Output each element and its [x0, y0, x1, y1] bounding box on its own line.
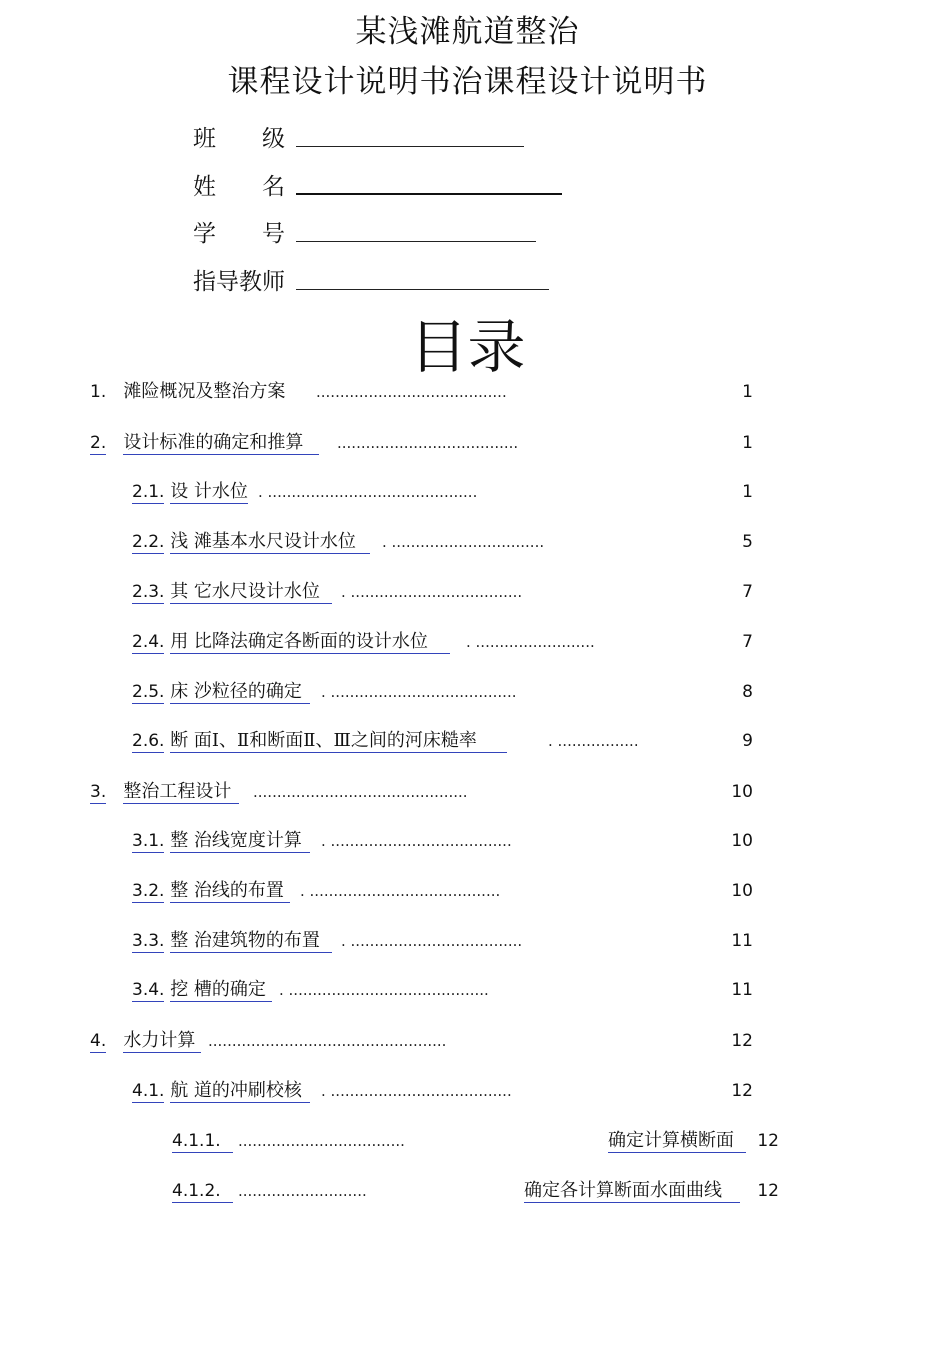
toc-entry-2-1[interactable]	[132, 479, 248, 505]
toc-entry-title: 其 它水尺设计水位	[170, 581, 332, 604]
toc-leader-dots: . ......................................	[321, 1082, 512, 1100]
toc-entry-number: 4.1.	[132, 1081, 165, 1101]
student-id-label: 学 号	[193, 221, 285, 247]
toc-page-number: 7	[742, 582, 753, 602]
toc-page-number: 5	[742, 532, 753, 552]
toc-entry-number: 3.2.	[132, 881, 165, 901]
toc-leader-dots: . .................	[548, 732, 639, 750]
toc-entry-title: 整 治线宽度计算	[170, 830, 310, 853]
toc-page-number: 10	[731, 881, 753, 901]
toc-entry-title: 滩险概况及整治方案	[123, 381, 286, 402]
toc-entry-number: 4.1.2.	[172, 1181, 233, 1203]
toc-entry-title[interactable]: 确定各计算断面水面曲线	[524, 1178, 740, 1204]
toc-entry-2-4[interactable]	[132, 629, 450, 655]
toc-entry-2[interactable]	[90, 430, 319, 456]
toc-entry-3-1[interactable]	[132, 828, 310, 854]
toc-entry-title: 浅 滩基本水尺设计水位	[170, 531, 370, 554]
toc-entry-number: 3.	[90, 782, 107, 802]
toc-leader-dots: . ............................................	[258, 483, 478, 501]
toc-leader-dots: . ..........................................	[279, 981, 489, 999]
toc-entry-title: 整 治建筑物的布置	[170, 930, 332, 953]
toc-entry-title: 床 沙粒径的确定	[170, 681, 310, 704]
document-subtitle: 课程设计说明书治课程设计说明书	[227, 64, 708, 100]
document-title: 某浅滩航道整治	[355, 14, 580, 50]
class-label: 班 级	[193, 126, 285, 152]
toc-entry-3-2[interactable]	[132, 878, 290, 904]
toc-page-number: 1	[742, 433, 753, 453]
toc-page-number: 1	[742, 382, 753, 402]
toc-entry-number: 3.1.	[132, 831, 165, 851]
toc-page-number: 1	[742, 482, 753, 502]
toc-entry-4-1-2[interactable]	[172, 1178, 233, 1204]
toc-page-number: 7	[742, 632, 753, 652]
name-label: 姓 名	[193, 174, 285, 200]
toc-entry-2-5[interactable]	[132, 679, 310, 705]
toc-page-number: 11	[731, 931, 753, 951]
toc-leader-dots: ...................................	[238, 1132, 405, 1150]
toc-entry-title: 挖 槽的确定	[170, 979, 272, 1002]
toc-entry-2-2[interactable]	[132, 529, 370, 555]
toc-leader-dots: ........................................	[316, 383, 507, 401]
toc-entry-3-4[interactable]	[132, 977, 272, 1003]
toc-entry-title: 断 面Ⅰ、Ⅱ和断面Ⅱ、Ⅲ之间的河床糙率	[170, 730, 507, 753]
toc-entry-4-1[interactable]	[132, 1078, 310, 1104]
toc-entry-title: 水力计算	[123, 1030, 201, 1053]
toc-entry-number: 1.	[90, 382, 107, 402]
toc-entry-number: 2.1.	[132, 482, 165, 502]
toc-entry-number: 2.	[90, 433, 107, 453]
toc-entry-title: 整治工程设计	[123, 781, 239, 804]
toc-leader-dots: . ........................................	[300, 882, 501, 900]
student-id-blank-line	[296, 241, 536, 242]
toc-entry-title: 设计标准的确定和推算	[123, 432, 319, 455]
toc-leader-dots: ..................................................	[208, 1032, 447, 1050]
toc-entry-title: 设 计水位	[170, 481, 248, 502]
toc-entry-number: 2.6.	[132, 731, 165, 751]
toc-entry-number: 2.5.	[132, 682, 165, 702]
toc-entry-title: 用 比降法确定各断面的设计水位	[170, 631, 450, 654]
teacher-label: 指导教师	[193, 269, 285, 295]
toc-page-number: 8	[742, 682, 753, 702]
toc-entry-number: 3.4.	[132, 980, 165, 1000]
toc-entry-number: 2.3.	[132, 582, 165, 602]
toc-entry-2-3[interactable]	[132, 579, 332, 605]
toc-entry-3[interactable]	[90, 779, 239, 805]
toc-heading: 目录	[409, 313, 526, 381]
toc-entry-number: 2.2.	[132, 532, 165, 552]
toc-page-number: 11	[731, 980, 753, 1000]
toc-entry-number: 2.4.	[132, 632, 165, 652]
toc-leader-dots: . .........................	[466, 633, 595, 651]
toc-leader-dots: ...........................	[238, 1182, 367, 1200]
toc-entry-3-3[interactable]	[132, 928, 332, 954]
toc-entry-title[interactable]: 确定计算横断面	[608, 1128, 746, 1154]
toc-leader-dots: . ......................................	[321, 832, 512, 850]
toc-leader-dots: ......................................	[337, 434, 519, 452]
toc-entry-number: 4.	[90, 1031, 107, 1051]
toc-page-number: 12	[731, 1031, 753, 1051]
toc-page-number: 9	[742, 731, 753, 751]
toc-entry-title: 航 道的冲刷校核	[170, 1080, 310, 1103]
toc-entry-1[interactable]	[90, 379, 285, 405]
toc-entry-number: 3.3.	[132, 931, 165, 951]
toc-leader-dots: . .......................................	[321, 683, 517, 701]
toc-leader-dots: . ....................................	[341, 583, 523, 601]
teacher-blank-line	[296, 289, 549, 290]
toc-entry-4[interactable]	[90, 1028, 201, 1054]
toc-leader-dots: . ................................	[382, 533, 545, 551]
class-blank-line	[296, 146, 524, 147]
toc-page-number: 12	[757, 1181, 779, 1201]
toc-entry-2-6[interactable]	[132, 728, 507, 754]
toc-leader-dots: .............................................	[253, 783, 468, 801]
toc-entry-title: 整 治线的布置	[170, 880, 290, 903]
toc-entry-4-1-1[interactable]	[172, 1128, 233, 1154]
toc-page-number: 12	[731, 1081, 753, 1101]
toc-page-number: 10	[731, 831, 753, 851]
name-blank-line	[296, 193, 562, 195]
toc-page-number: 12	[757, 1131, 779, 1151]
toc-leader-dots: . ....................................	[341, 932, 523, 950]
toc-entry-number: 4.1.1.	[172, 1131, 233, 1153]
toc-page-number: 10	[731, 782, 753, 802]
